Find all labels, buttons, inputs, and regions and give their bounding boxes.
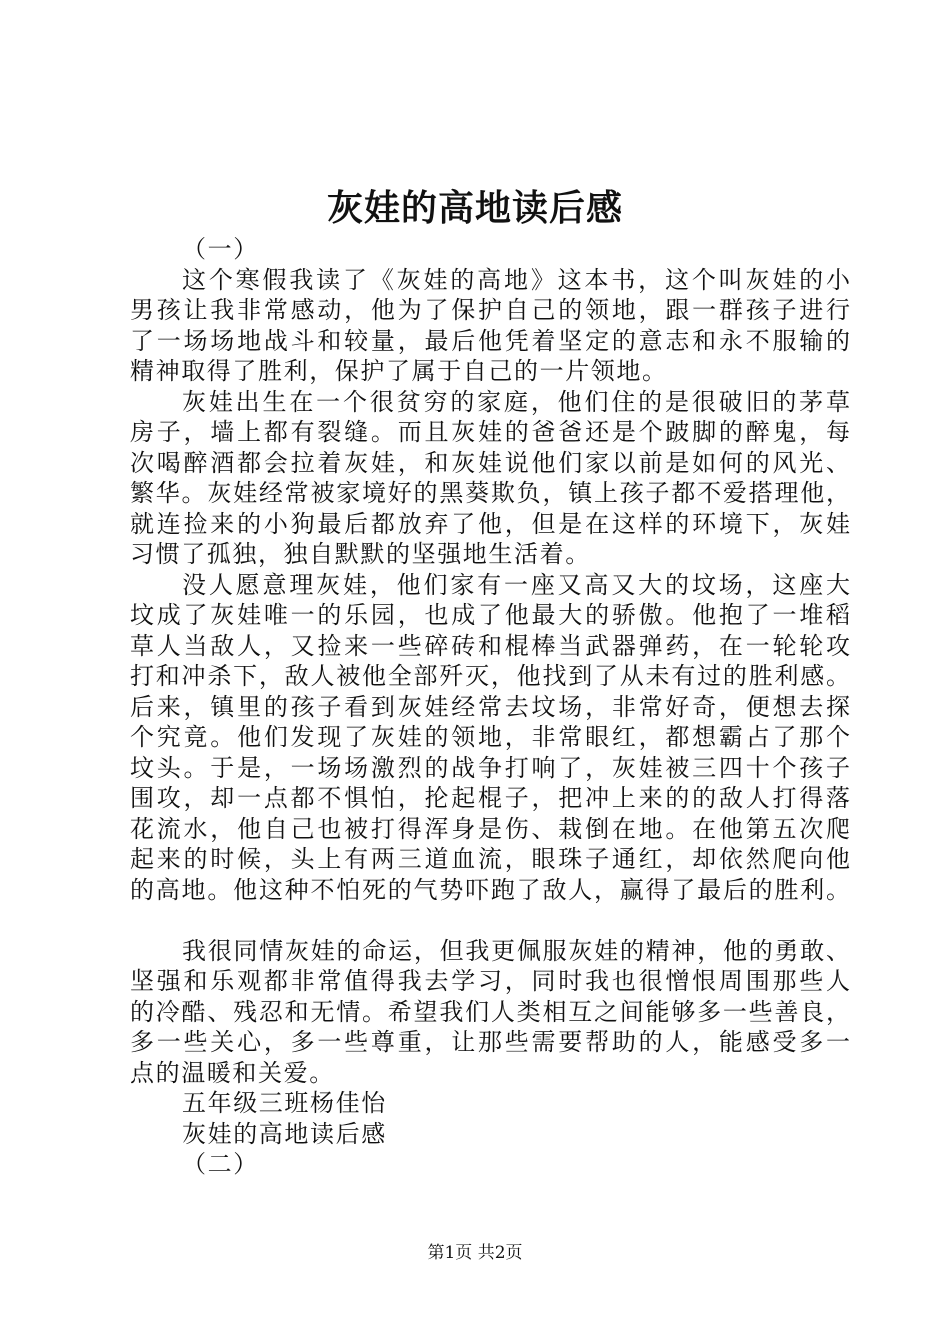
text-line: 习惯了孤独，独自默默的坚强地生活着。 bbox=[130, 540, 591, 568]
text-line: 坚强和乐观都非常值得我去学习，同时我也很憎恨周围那些人 bbox=[130, 967, 850, 995]
text-line: 灰娃出生在一个很贫穷的家庭，他们住的是很破旧的茅草 bbox=[182, 387, 850, 416]
text-line: 坟头。于是，一场场激烈的战争打响了，灰娃被三四十个孩子 bbox=[130, 753, 850, 782]
text-line: 后来，镇里的孩子看到灰娃经常去坟场，非常好奇，便想去探 bbox=[130, 692, 850, 721]
text-line: 没人愿意理灰娃，他们家有一座又高又大的坟场，这座大 bbox=[182, 570, 850, 599]
text-line: 个究竟。他们发现了灰娃的领地，非常眼红，都想霸占了那个 bbox=[130, 723, 850, 751]
text-line: 坟成了灰娃唯一的乐园，也成了他最大的骄傲。他抱了一堆稻 bbox=[130, 601, 850, 629]
text-line: 多一些关心，多一些尊重，让那些需要帮助的人，能感受多一 bbox=[130, 1028, 850, 1056]
text-line: 精神取得了胜利，保护了属于自己的一片领地。 bbox=[130, 357, 668, 385]
text-line: 这个寒假我读了《灰娃的高地》这本书，这个叫灰娃的小 bbox=[182, 265, 850, 294]
text-line: 草人当敌人，又捡来一些碎砖和棍棒当武器弹药，在一轮轮攻 bbox=[130, 631, 850, 660]
text-line: 起来的时候，头上有两三道血流，眼珠子通红，却依然爬向他 bbox=[130, 845, 850, 873]
document-title: 灰娃的高地读后感 bbox=[326, 187, 623, 229]
section-label: （二） bbox=[182, 1150, 259, 1178]
text-line: 我很同情灰娃的命运，但我更佩服灰娃的精神，他的勇敢、 bbox=[182, 936, 850, 965]
document-body bbox=[130, 234, 850, 1180]
author-line: 五年级三班杨佳怡 bbox=[182, 1089, 387, 1117]
text-line: 花流水，他自己也被打得浑身是伤、栽倒在地。在他第五次爬 bbox=[130, 814, 850, 843]
section-label: （一） bbox=[182, 235, 259, 263]
text-line: 的冷酷、残忍和无情。希望我们人类相互之间能够多一些善良， bbox=[130, 997, 850, 1026]
text-line: 次喝醉酒都会拉着灰娃，和灰娃说他们家以前是如何的风光、 bbox=[130, 448, 850, 477]
text-line: 打和冲杀下，敌人被他全部歼灭，他找到了从未有过的胜利感。 bbox=[130, 662, 850, 690]
text-line: 房子，墙上都有裂缝。而且灰娃的爸爸还是个跛脚的醉鬼，每 bbox=[130, 418, 850, 446]
text-line: 的高地。他这种不怕死的气势吓跑了敌人，赢得了最后的胜利。 bbox=[130, 875, 850, 904]
page-footer: 第1页 共2页 bbox=[427, 1243, 523, 1263]
text-line: 围攻，却一点都不惧怕，抡起棍子，把冲上来的的敌人打得落 bbox=[130, 784, 850, 812]
text-line: 就连捡来的小狗最后都放弃了他，但是在这样的环境下，灰娃 bbox=[130, 509, 850, 538]
text-line: 繁华。灰娃经常被家境好的黑葵欺负，镇上孩子都不爱搭理他， bbox=[130, 479, 850, 507]
subtitle-line: 灰娃的高地读后感 bbox=[182, 1119, 387, 1148]
text-line: 了一场场地战斗和较量，最后他凭着坚定的意志和永不服输的 bbox=[130, 326, 850, 355]
text-line: 点的温暖和关爱。 bbox=[130, 1058, 335, 1087]
paragraph-gap bbox=[130, 905, 850, 936]
text-line: 男孩让我非常感动，他为了保护自己的领地，跟一群孩子进行 bbox=[130, 296, 850, 324]
